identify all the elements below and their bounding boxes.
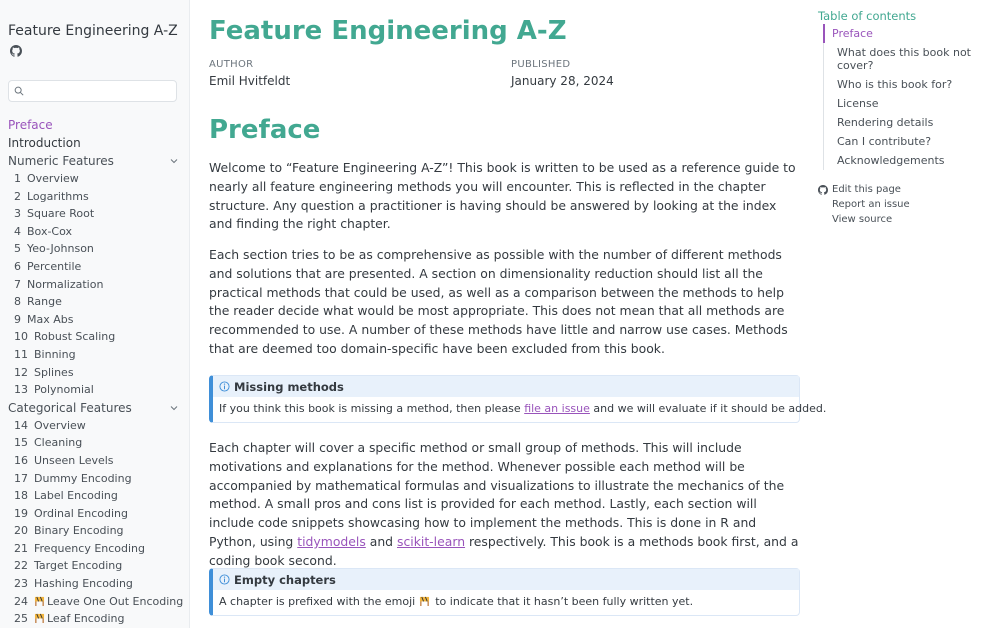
sidebar-chapter-item[interactable] bbox=[8, 364, 183, 382]
chapter-label: Robust Scaling bbox=[34, 330, 116, 344]
tidymodels-link[interactable]: tidymodels bbox=[297, 533, 366, 549]
sidebar-chapter-item[interactable] bbox=[8, 575, 183, 593]
sidebar-chapter-item[interactable] bbox=[8, 522, 183, 540]
chapter-label: Hashing Encoding bbox=[34, 577, 133, 591]
chapter-number: 1 bbox=[14, 172, 21, 185]
edit-page-label: Edit this page bbox=[832, 184, 901, 195]
paragraph-text: Each chapter will cover a specific method or small group of methods. This will include motivations and explanations for the method. Whenever possible each method will be accompanied by mathematical formulas and visualizations to illustrate the mechanics of the method. A small pros and cons list is provided for each method. Lastly, each section will include code snippets showcasing how to implement the methods. This is done in R and Python, using bbox=[209, 440, 785, 549]
sidebar-section-numeric-features[interactable] bbox=[8, 152, 183, 170]
chevron-down-icon[interactable] bbox=[169, 403, 179, 413]
info-icon bbox=[219, 381, 230, 392]
callout-text: and we will evaluate if it should be added. bbox=[589, 402, 827, 415]
chapter-label: Leave One Out Encoding bbox=[47, 594, 184, 608]
chapter-label: Box-Cox bbox=[27, 224, 72, 238]
callout-text: A chapter is prefixed with the emoji bbox=[219, 595, 419, 608]
sidebar-chapter-item[interactable] bbox=[8, 557, 183, 575]
author-label: AUTHOR bbox=[209, 59, 254, 70]
sidebar-chapter-item[interactable] bbox=[8, 293, 183, 311]
sidebar-chapter-item[interactable] bbox=[8, 346, 183, 364]
sidebar-chapter-item[interactable] bbox=[8, 170, 183, 188]
chapter-label: Square Root bbox=[27, 207, 95, 221]
paragraph-sections: Each section tries to be as comprehensive as possible with the number of different methods and solutions that are presented. A section on dimensionality reduction should list all the practical methods that could be used, as well as a comparison between the methods to help the reader decide what would be most appropriate. This does not mean that all methods are recommended to use. A number of these methods have little and narrow use cases. Methods that are deemed too domain-specific have been excluded from this book. bbox=[209, 247, 788, 356]
callout-missing-methods bbox=[209, 375, 827, 423]
chapter-number: 15 bbox=[14, 436, 28, 450]
chapter-number: 6 bbox=[14, 259, 21, 273]
chapter-label: Yeo-Johnson bbox=[27, 242, 94, 256]
chapter-number: 24 bbox=[14, 594, 28, 608]
chapter-label: Percentile bbox=[27, 259, 82, 273]
chapter-number: 22 bbox=[14, 559, 28, 573]
report-issue-link[interactable]: Report an issue bbox=[832, 199, 910, 210]
chapter-number: 18 bbox=[14, 489, 28, 503]
callout-body bbox=[213, 397, 827, 422]
paragraph-welcome: Welcome to “Feature Engineering A-Z”! This book is written to be used as a reference guide to nearly all feature engineering methods you will encounter. This is reflected in the chapter structure. Any question a practitioner is having should be answered by looking at the index and finding the right chapter. bbox=[209, 160, 796, 232]
sidebar-chapter-item[interactable] bbox=[8, 258, 183, 276]
sidebar-chapter-item[interactable] bbox=[8, 434, 183, 452]
chapter-label: Cleaning bbox=[34, 436, 83, 450]
construction-sign-icon bbox=[34, 613, 45, 623]
chapter-label: Ordinal Encoding bbox=[34, 506, 128, 520]
construction-sign-icon bbox=[419, 596, 430, 606]
sidebar-chapter-item[interactable] bbox=[8, 240, 183, 258]
search-icon bbox=[14, 86, 24, 96]
callout-body bbox=[213, 590, 799, 615]
sidebar-chapter-item[interactable] bbox=[8, 505, 183, 523]
categorical-features-list bbox=[8, 417, 183, 628]
sidebar-section-categorical-features[interactable] bbox=[8, 399, 183, 417]
chapter-number: 9 bbox=[14, 312, 21, 326]
toc-title: Table of contents bbox=[818, 9, 917, 23]
published-label: PUBLISHED bbox=[511, 59, 571, 70]
chapter-number: 2 bbox=[14, 189, 21, 203]
sidebar-item-introduction[interactable]: Introduction bbox=[8, 136, 81, 150]
github-icon[interactable] bbox=[10, 45, 22, 57]
toc-item[interactable]: Acknowledgements bbox=[837, 154, 945, 168]
chapter-number: 17 bbox=[14, 471, 28, 485]
chapter-label: Target Encoding bbox=[34, 559, 123, 573]
toc-item[interactable]: What does this book not cover? bbox=[837, 46, 971, 73]
chapter-label: Polynomial bbox=[34, 383, 94, 397]
chapter-number: 14 bbox=[14, 418, 28, 432]
chapter-number: 20 bbox=[14, 524, 28, 538]
chapter-label: Normalization bbox=[27, 277, 104, 291]
sidebar-chapter-item[interactable] bbox=[8, 381, 183, 399]
chapter-label: Unseen Levels bbox=[34, 453, 114, 467]
construction-sign-icon bbox=[34, 596, 45, 606]
callout-header bbox=[213, 569, 799, 590]
chevron-down-icon[interactable] bbox=[169, 156, 179, 166]
paragraph-text: and bbox=[365, 533, 397, 549]
chapter-number: 19 bbox=[14, 506, 28, 520]
callout-text: to indicate that it hasn’t been fully written yet. bbox=[431, 595, 694, 608]
numeric-features-list bbox=[8, 170, 183, 399]
chapter-label: Leaf Encoding bbox=[47, 612, 125, 626]
edit-page-link[interactable] bbox=[818, 184, 901, 195]
chapter-label: Label Encoding bbox=[34, 489, 118, 503]
callout-empty-chapters bbox=[209, 568, 800, 616]
callout-title: Missing methods bbox=[234, 379, 344, 394]
sidebar-chapter-item[interactable] bbox=[8, 593, 183, 611]
page-title: Feature Engineering A-Z bbox=[209, 16, 567, 46]
author-name: Emil Hvitfeldt bbox=[209, 74, 291, 88]
chapter-label: Binning bbox=[34, 347, 76, 361]
sidebar-chapter-item[interactable] bbox=[8, 417, 183, 435]
callout-header bbox=[213, 376, 799, 397]
paragraph-chapters bbox=[209, 439, 801, 571]
toc-item[interactable]: Preface bbox=[823, 24, 993, 43]
sidebar-chapter-item[interactable] bbox=[8, 205, 183, 223]
sidebar-chapter-item[interactable] bbox=[8, 452, 183, 470]
scikit-learn-link[interactable]: scikit-learn bbox=[397, 533, 466, 549]
chapter-number: 4 bbox=[14, 224, 21, 238]
published-date: January 28, 2024 bbox=[511, 74, 614, 88]
toc-item[interactable]: Who is this book for? bbox=[837, 78, 953, 92]
chapter-number: 12 bbox=[14, 365, 28, 379]
site-title[interactable]: Feature Engineering A-Z bbox=[8, 23, 178, 39]
chapter-label: Binary Encoding bbox=[34, 524, 124, 538]
chapter-label: Max Abs bbox=[27, 312, 74, 326]
chapter-label: Logarithms bbox=[27, 189, 89, 203]
callout-title: Empty chapters bbox=[234, 572, 336, 587]
chapter-label: Frequency Encoding bbox=[34, 541, 146, 555]
sidebar-chapter-item[interactable] bbox=[8, 487, 183, 505]
section-heading-preface: Preface bbox=[209, 115, 321, 145]
sidebar-chapter-item[interactable] bbox=[8, 610, 183, 628]
sidebar-item-preface[interactable]: Preface bbox=[8, 118, 53, 132]
info-icon bbox=[219, 574, 230, 585]
paragraph-text: respectively. This book is a methods book first, and a coding book second. bbox=[209, 533, 799, 568]
chapter-label: Dummy Encoding bbox=[34, 471, 132, 485]
sidebar-chapter-item[interactable] bbox=[8, 540, 183, 558]
sidebar-chapter-item[interactable] bbox=[8, 276, 183, 294]
sidebar-chapter-item[interactable] bbox=[8, 311, 183, 329]
github-icon bbox=[818, 185, 828, 195]
chapter-number: 16 bbox=[14, 453, 28, 467]
chapter-number: 23 bbox=[14, 577, 28, 591]
chapter-number: 10 bbox=[14, 330, 28, 344]
section-title: Numeric Features bbox=[8, 154, 114, 168]
toc-item[interactable]: Rendering details bbox=[837, 116, 934, 130]
toc-item[interactable]: Can I contribute? bbox=[837, 135, 932, 149]
toc-list bbox=[823, 24, 993, 170]
chapter-number: 13 bbox=[14, 383, 28, 397]
sidebar bbox=[0, 0, 190, 628]
chapter-number: 5 bbox=[14, 242, 21, 256]
sidebar-chapter-item[interactable] bbox=[8, 470, 183, 488]
sidebar-chapter-item[interactable] bbox=[8, 223, 183, 241]
section-title: Categorical Features bbox=[8, 400, 132, 415]
sidebar-chapter-item[interactable] bbox=[8, 328, 183, 346]
sidebar-nav bbox=[8, 116, 183, 628]
chapter-number: 11 bbox=[14, 347, 28, 361]
chapter-label: Overview bbox=[27, 172, 79, 185]
chapter-number: 7 bbox=[14, 277, 21, 291]
chapter-number: 3 bbox=[14, 207, 21, 221]
chapter-number: 8 bbox=[14, 295, 21, 309]
chapter-number: 21 bbox=[14, 541, 28, 555]
chapter-label: Range bbox=[27, 295, 62, 309]
chapter-number: 25 bbox=[14, 612, 28, 626]
search-input[interactable] bbox=[8, 80, 177, 102]
callout-text: If you think this book is missing a method, then please bbox=[219, 402, 525, 415]
file-issue-link[interactable]: file an issue bbox=[524, 402, 590, 415]
toc-item[interactable]: License bbox=[837, 97, 879, 111]
chapter-label: Splines bbox=[34, 365, 74, 379]
chapter-label: Overview bbox=[34, 418, 86, 432]
view-source-link[interactable]: View source bbox=[832, 214, 893, 225]
sidebar-chapter-item[interactable] bbox=[8, 188, 183, 206]
